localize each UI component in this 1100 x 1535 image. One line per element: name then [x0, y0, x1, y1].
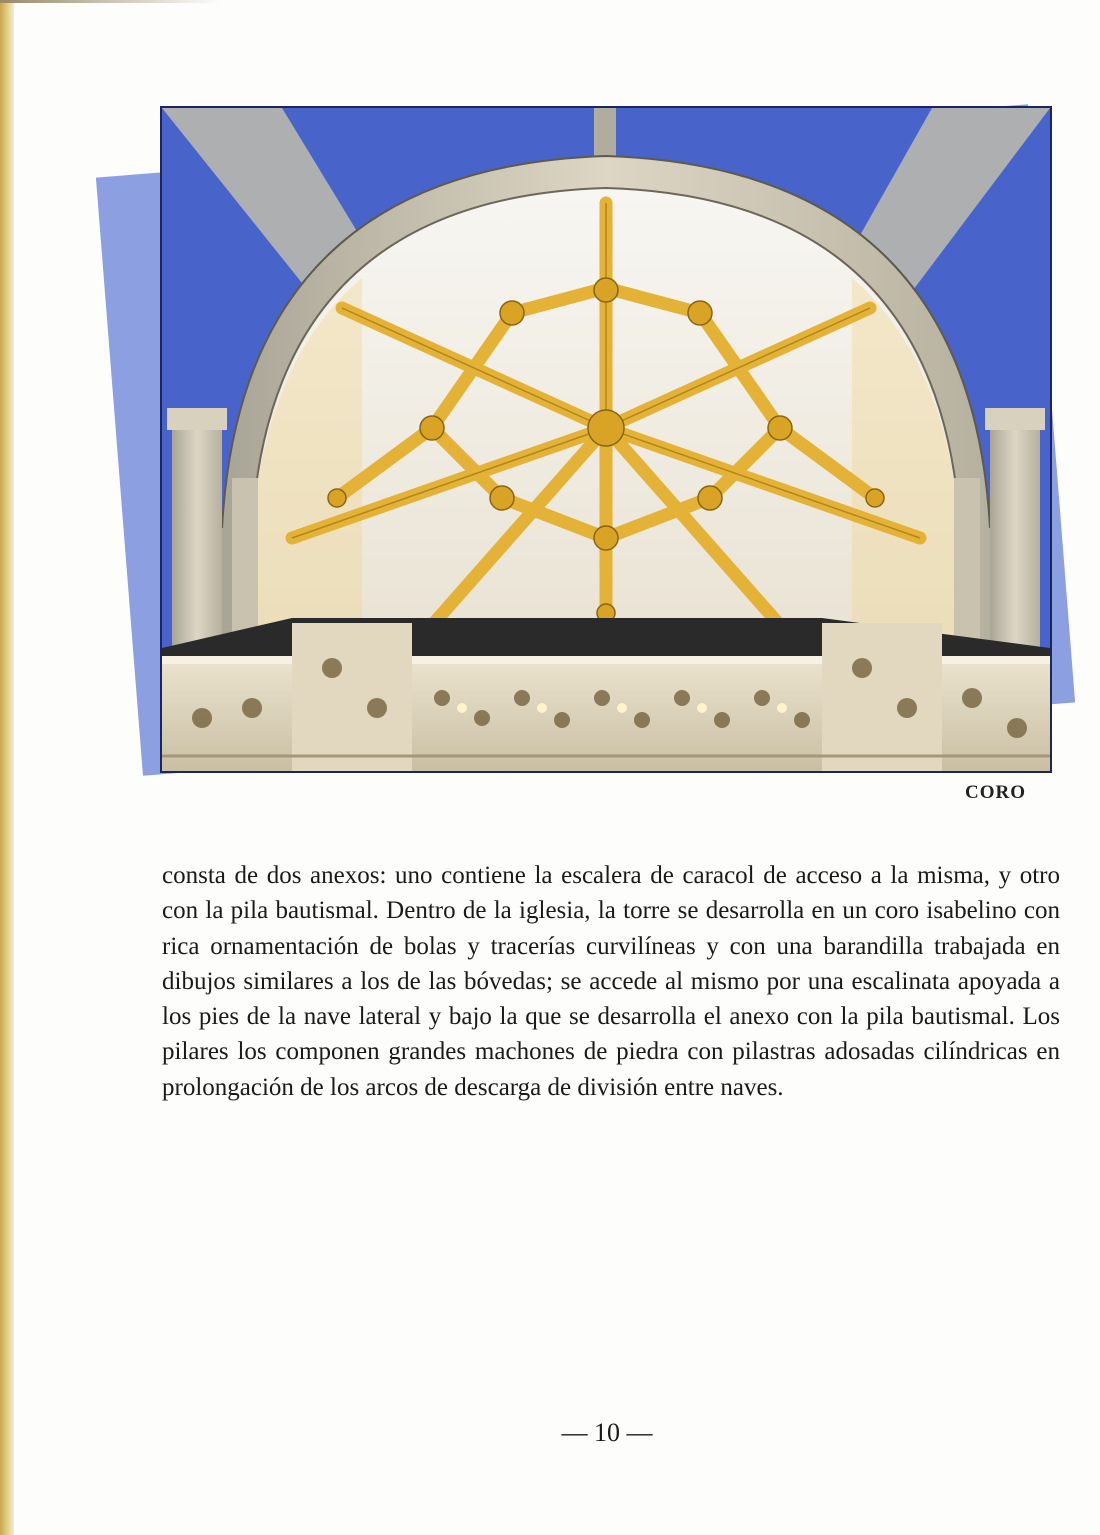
body-paragraph: consta de dos anexos: uno contiene la escalera de caracol de acceso a la misma, y otro con la pila bautismal. Dentro de la iglesia, la torre se desarrolla en un coro isabelino con rica ornamentación de bolas y tracerías curvilíneas y con una barandilla trabajada en dibujos similares a los de las bóvedas; se accede al mismo por una escalinata apoyada a los pies de la nave lateral y bajo la que se desarrolla el anexo con la pila bautismal. Los pilares los componen grandes machones de piedra con pilastras adosadas cilíndricas en prolongación de los arcos de descarga de división entre naves.	[162, 862, 1060, 1101]
choir-photo	[160, 106, 1052, 773]
page-edge-binding	[0, 0, 14, 1535]
choir-vault-illustration	[162, 108, 1050, 771]
page-edge-top	[0, 0, 220, 3]
photo-caption: CORO	[965, 782, 1026, 803]
page-number: — 10 —	[561, 1418, 653, 1447]
